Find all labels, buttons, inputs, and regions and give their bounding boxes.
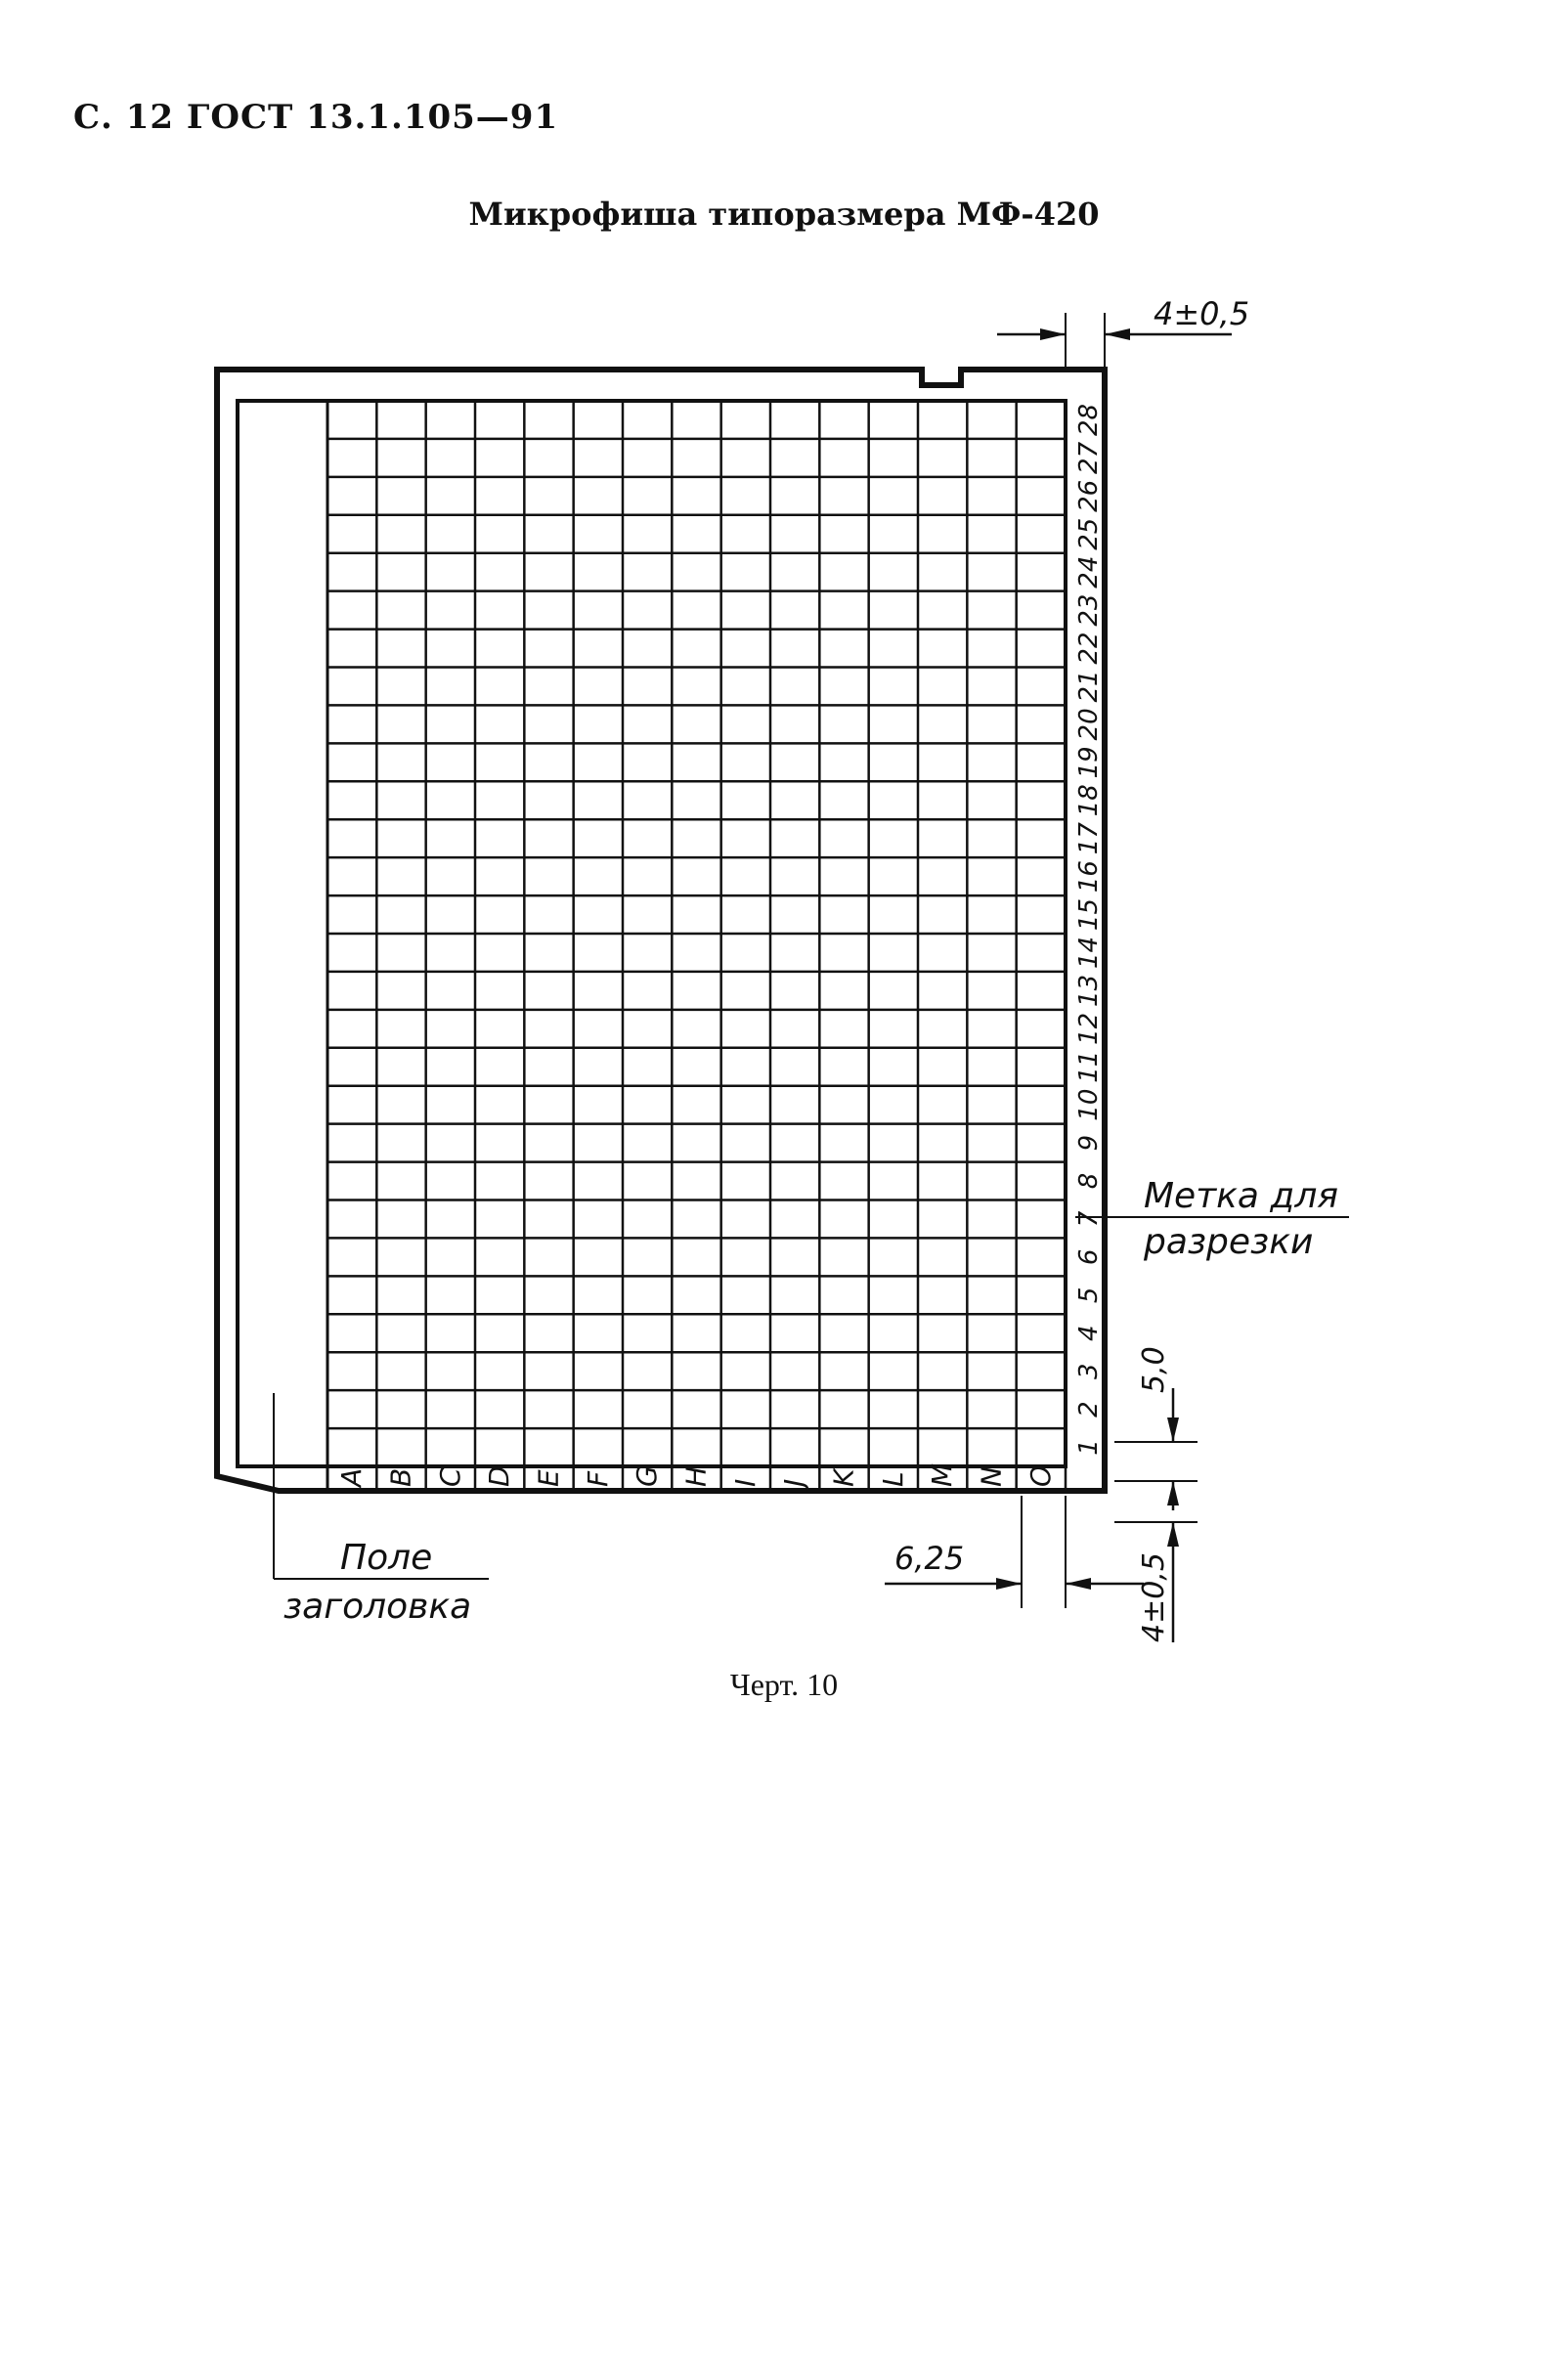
column-label-c: C [433,1467,466,1487]
row-label-1: 1 [1074,1439,1104,1456]
row-label-15: 15 [1074,897,1104,932]
column-label-a: A [335,1467,369,1487]
column-label-l: L [876,1471,909,1487]
row-label-16: 16 [1074,860,1104,894]
row-label-26: 26 [1074,479,1104,512]
row-label-23: 23 [1074,593,1104,627]
column-label-n: N [975,1466,1008,1487]
row-label-17: 17 [1074,822,1104,855]
row-label-27: 27 [1074,441,1104,474]
row-label-8: 8 [1074,1172,1104,1190]
cut-mark-label-line2: разрезки [1144,1222,1314,1262]
figure-caption: Черт. 10 [729,1667,839,1702]
row-label-14: 14 [1074,936,1104,970]
row-label-25: 25 [1074,517,1104,550]
row-label-21: 21 [1074,670,1104,703]
column-label-b: B [384,1467,417,1487]
row-height-dimension: 5,0 [1137,1346,1171,1393]
row-label-22: 22 [1074,632,1104,665]
column-label-f: F [581,1470,614,1487]
row-label-19: 19 [1074,746,1104,779]
card-outline [217,370,1105,1491]
column-label-h: H [679,1465,713,1487]
row-label-10: 10 [1074,1088,1104,1121]
column-label-m: M [926,1462,959,1487]
column-label-g: G [631,1465,664,1487]
header-field-label-line2: заголовка [283,1587,472,1627]
row-label-20: 20 [1074,708,1104,741]
cut-mark-label-line1: Метка для [1144,1176,1338,1216]
row-label-2: 2 [1074,1401,1104,1418]
column-label-e: E [532,1469,565,1487]
top-margin-dimension: 4±0,5 [1154,295,1250,332]
column-label-d: D [483,1465,516,1487]
column-label-j: J [778,1478,811,1487]
row-label-9: 9 [1074,1134,1104,1152]
column-label-i: I [728,1478,762,1487]
header-field-label-line1: Поле [340,1538,433,1578]
row-label-24: 24 [1074,555,1104,589]
page-header: С. 12 ГОСТ 13.1.105—91 [73,98,559,137]
column-label-o: O [1024,1464,1057,1487]
figure-title: Микрофиша типоразмера МФ-420 [468,196,1100,233]
column-width-dimension: 6,25 [894,1540,965,1577]
row-label-12: 12 [1074,1012,1104,1045]
row-label-18: 18 [1074,784,1104,817]
column-label-k: K [827,1468,860,1487]
row-label-11: 11 [1074,1050,1104,1083]
row-label-13: 13 [1074,974,1104,1007]
bottom-margin-dimension: 4±0,5 [1137,1552,1171,1642]
row-label-3: 3 [1074,1363,1104,1379]
row-label-6: 6 [1074,1248,1104,1266]
row-label-28: 28 [1074,403,1104,437]
row-label-4: 4 [1074,1325,1104,1342]
row-label-5: 5 [1074,1287,1104,1304]
row-label-7: 7 [1074,1210,1104,1228]
